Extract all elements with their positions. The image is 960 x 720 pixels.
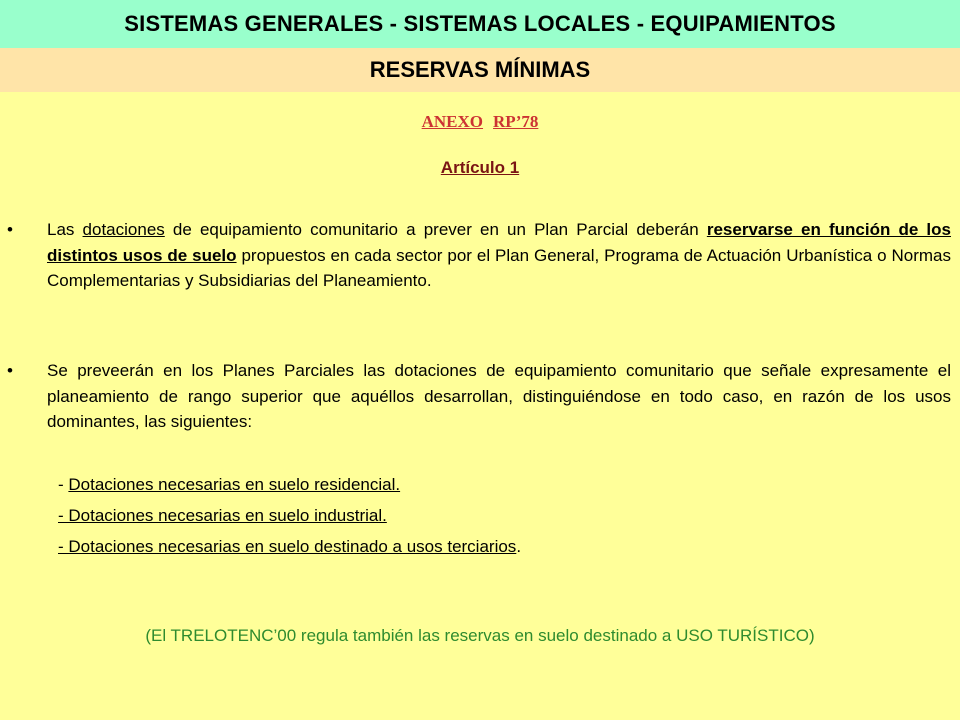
annex-heading	[0, 112, 960, 132]
slide-subtitle-text: RESERVAS MÍNIMAS	[369, 57, 591, 82]
dotacion-terciarios	[58, 536, 521, 558]
bullet-icon: •	[7, 361, 13, 380]
bullet-1-dotaciones: dotaciones	[82, 220, 165, 239]
bullet-paragraph-1	[7, 217, 951, 294]
dotacion-prefix: -	[58, 475, 69, 494]
dotacion-text: - Dotaciones necesarias en suelo industrial.	[58, 506, 387, 525]
dotacion-text: - Dotaciones necesarias en suelo destinado a usos terciarios	[58, 537, 517, 556]
bullet-2-text: Se preveerán en los Planes Parciales las dotaciones de equipamiento comunitario que señale expresamente el planeamiento de rango superior que aquéllos desarrollan, distinguiéndose en todo caso, en razón de los usos dominantes, las siguientes:	[47, 361, 951, 431]
bullet-1-text-c: propuestos en cada sector por el Plan General, Programa de Actuación Urbanística o Normas Complementarias y Subsidiarias del Planeamiento.	[47, 245, 951, 290]
bullet-1-text-b: de equipamiento comunitario a prever en un Plan Parcial deberán	[164, 220, 707, 239]
slide-title-text: SISTEMAS GENERALES - SISTEMAS LOCALES - EQUIPAMIENTOS	[124, 11, 836, 36]
dotacion-suffix: .	[516, 537, 522, 556]
slide-subtitle	[0, 48, 960, 92]
article-heading: Artículo 1	[440, 158, 520, 177]
bullet-1-emphasis: reservarse en función de los distintos usos de suelo	[47, 220, 951, 265]
bullet-1-text-a: Las	[47, 220, 83, 239]
dotacion-residencial	[58, 474, 400, 496]
dotacion-industrial	[58, 505, 387, 527]
rp78-link[interactable]: RP’78	[493, 112, 539, 131]
slide-title	[0, 0, 960, 48]
trelotenc-note: (El TRELOTENC’00 regula también las reservas en suelo destinado a USO TURÍSTICO)	[145, 626, 815, 645]
annex-link[interactable]: ANEXO	[421, 112, 484, 131]
dotacion-text: Dotaciones necesarias en suelo residencial.	[68, 475, 401, 494]
bullet-paragraph-2	[7, 358, 951, 435]
bullet-icon: •	[7, 220, 13, 239]
